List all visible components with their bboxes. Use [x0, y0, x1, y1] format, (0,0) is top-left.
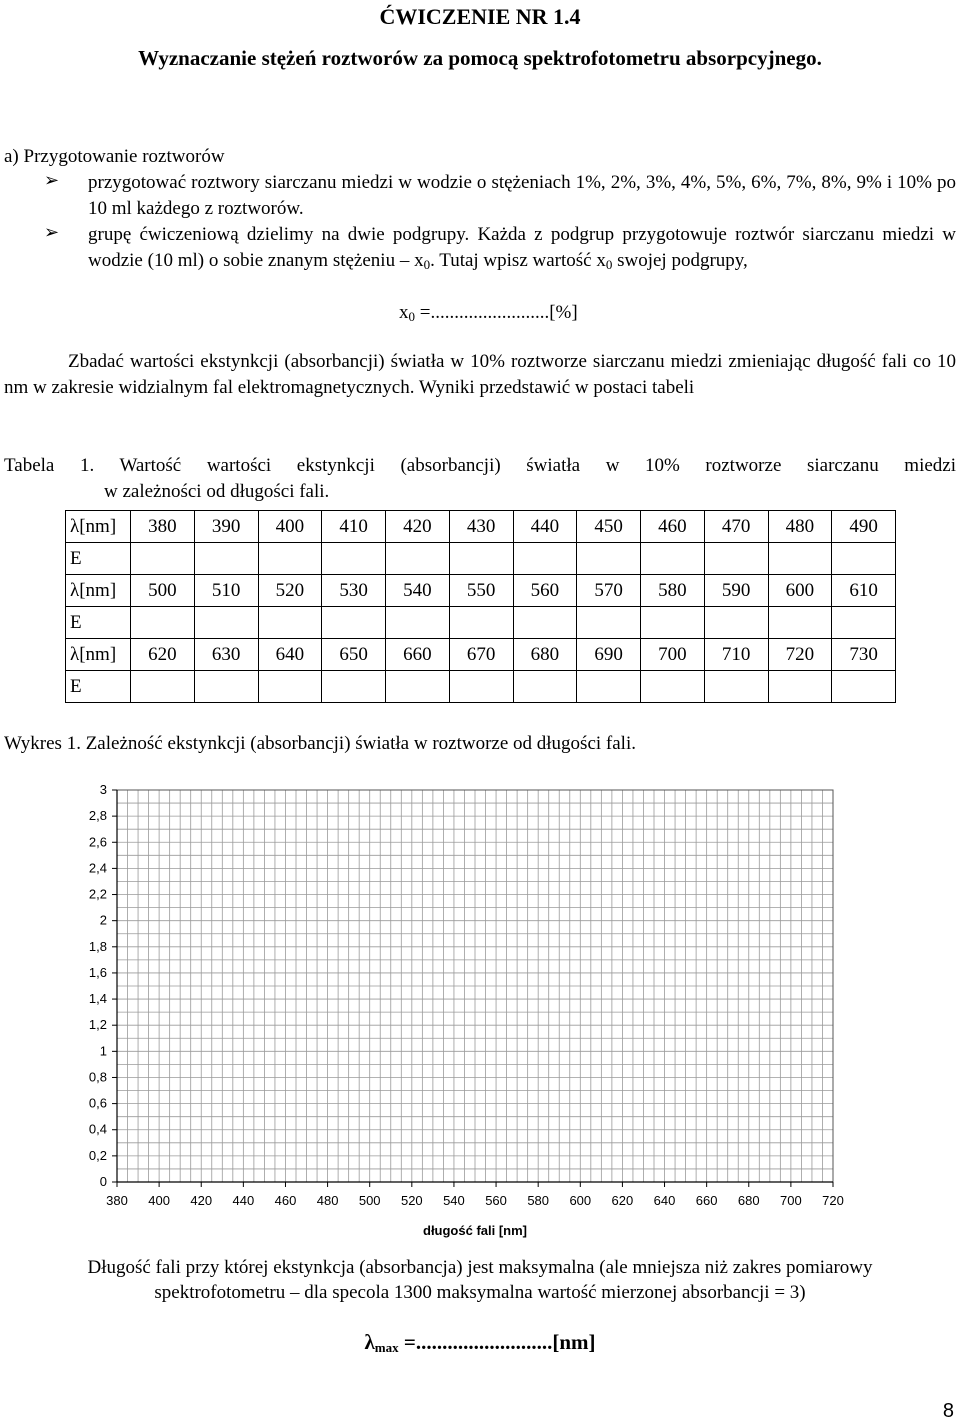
x-tick-label: 560 [485, 1193, 507, 1208]
wavelength-cell: 660 [386, 639, 450, 671]
wavelength-cell: 460 [641, 511, 705, 543]
y-tick-label: 2,8 [88, 808, 107, 824]
extinction-input-cell[interactable] [322, 543, 386, 575]
extinction-input-cell[interactable] [258, 607, 322, 639]
y-tick-label: 0,8 [88, 1069, 107, 1085]
wavelength-cell: 400 [258, 511, 322, 543]
extinction-input-cell[interactable] [449, 671, 513, 703]
table-row [66, 543, 896, 575]
wavelength-cell: 590 [704, 575, 768, 607]
x-tick-label: 520 [400, 1193, 423, 1208]
wavelength-cell: 680 [513, 639, 577, 671]
wavelength-cell: 570 [577, 575, 641, 607]
extinction-input-cell[interactable] [386, 543, 450, 575]
subscript-zero: 0 [423, 257, 431, 272]
x-tick-label: 580 [527, 1193, 550, 1208]
wavelength-cell: 720 [768, 639, 832, 671]
extinction-input-cell[interactable] [258, 671, 322, 703]
wavelength-cell: 730 [832, 639, 896, 671]
chart-svg [40, 770, 920, 1250]
y-tick-label: 2,6 [88, 834, 107, 850]
extinction-input-cell[interactable] [577, 671, 641, 703]
x-tick-label: 400 [148, 1193, 170, 1208]
wavelength-cell: 560 [513, 575, 577, 607]
lambda-label-cell: λ[nm] [66, 575, 131, 607]
x0-prefix: x [399, 302, 409, 323]
bullet-text-1: przygotować roztwory siarczanu miedzi w wodzie o stężeniach 1%, 2%, 3%, 4%, 5%, 6%, 7%, 8%, 9% i 10% po 10 ml każdego z roztworów. [88, 172, 956, 219]
extinction-input-cell[interactable] [704, 607, 768, 639]
page-subtitle: Wyznaczanie stężeń roztworów za pomocą spektrofotometru absorpcyjnego. [138, 46, 822, 70]
extinction-input-cell[interactable] [131, 671, 195, 703]
y-tick-label: 1,8 [88, 938, 107, 954]
data-table [65, 510, 896, 703]
extinction-input-cell[interactable] [322, 671, 386, 703]
y-tick-label: 0 [99, 1174, 107, 1189]
wavelength-cell: 640 [258, 639, 322, 671]
wavelength-cell: 550 [449, 575, 513, 607]
x-tick-label: 720 [822, 1193, 844, 1208]
e-label-cell: E [66, 543, 131, 575]
extinction-input-cell[interactable] [768, 671, 832, 703]
footer-line2: spektrofotometru – dla specola 1300 maksymalna wartość mierzonej absorbancji = 3) [154, 1282, 806, 1303]
wavelength-cell: 390 [194, 511, 258, 543]
x-tick-label: 500 [358, 1193, 381, 1208]
extinction-input-cell[interactable] [768, 543, 832, 575]
table-caption-line1: Tabela 1. Wartość wartości ekstynkcji (absorbancji) światła w 10% roztworze siarczanu miedzi [4, 455, 956, 476]
wavelength-cell: 580 [641, 575, 705, 607]
subscript-zero: 0 [408, 309, 415, 324]
arrow-bullet-icon: ➢ [44, 170, 60, 191]
table-row [66, 575, 896, 607]
wavelength-cell: 540 [386, 575, 450, 607]
y-tick-label: 3 [99, 782, 107, 797]
y-tick-label: 2,2 [88, 886, 107, 902]
extinction-input-cell[interactable] [832, 543, 896, 575]
extinction-input-cell[interactable] [513, 671, 577, 703]
y-tick-label: 0,4 [88, 1121, 107, 1137]
y-tick-label: 2,4 [88, 860, 107, 876]
extinction-input-cell[interactable] [513, 607, 577, 639]
lambda-subscript: max [374, 1340, 399, 1355]
wavelength-cell: 620 [131, 639, 195, 671]
bullet-text-2 [88, 222, 956, 274]
table-row [66, 511, 896, 543]
y-tick-label: 2 [99, 912, 107, 928]
lambda-symbol: λ [364, 1330, 375, 1354]
x0-suffix: =.........................[%] [415, 302, 578, 323]
extinction-input-cell[interactable] [832, 607, 896, 639]
lambda-max-suffix: =..........................[nm] [398, 1330, 596, 1354]
wavelength-cell: 690 [577, 639, 641, 671]
arrow-bullet-icon: ➢ [44, 222, 60, 243]
wavelength-cell: 710 [704, 639, 768, 671]
bullet2-part-a: grupę ćwiczeniową dzielimy na dwie podgrupy. Każda z podgrup przygotowuje roztwór siarczanu miedzi w wodzie (10 ml) o sobie znanym stężeniu – x [88, 224, 956, 271]
extinction-input-cell[interactable] [322, 607, 386, 639]
table-row [66, 639, 896, 671]
chart-caption: Wykres 1. Zależność ekstynkcji (absorbancji) światła w roztworze od długości fali. [4, 733, 636, 754]
wavelength-cell: 610 [832, 575, 896, 607]
e-label-cell: E [66, 607, 131, 639]
wavelength-cell: 650 [322, 639, 386, 671]
y-tick-label: 0,6 [88, 1095, 107, 1111]
x-tick-label: 660 [695, 1193, 718, 1208]
extinction-input-cell[interactable] [449, 607, 513, 639]
extinction-input-cell[interactable] [577, 607, 641, 639]
lambda-label-cell: λ[nm] [66, 639, 131, 671]
extinction-input-cell[interactable] [194, 543, 258, 575]
footer-line1: Długość fali przy której ekstynkcja (absorbancja) jest maksymalna (ale mniejsza niż zakres pomiarowy [87, 1257, 873, 1278]
wavelength-cell: 520 [258, 575, 322, 607]
e-label-cell: E [66, 671, 131, 703]
wavelength-cell: 470 [704, 511, 768, 543]
wavelength-cell: 630 [194, 639, 258, 671]
x-tick-label: 480 [316, 1193, 339, 1208]
x-tick-label: 600 [569, 1193, 592, 1208]
x-tick-label: 420 [190, 1193, 213, 1208]
x-tick-label: 620 [611, 1193, 634, 1208]
extinction-input-cell[interactable] [768, 607, 832, 639]
table-row [66, 607, 896, 639]
wavelength-cell: 450 [577, 511, 641, 543]
extinction-input-cell[interactable] [832, 671, 896, 703]
section-heading: a) Przygotowanie roztworów [4, 146, 225, 167]
extinction-input-cell[interactable] [131, 607, 195, 639]
wavelength-cell: 380 [131, 511, 195, 543]
extinction-input-cell[interactable] [449, 543, 513, 575]
lambda-label-cell: λ[nm] [66, 511, 131, 543]
extinction-input-cell[interactable] [194, 607, 258, 639]
wavelength-cell: 500 [131, 575, 195, 607]
y-tick-label: 1,2 [88, 1017, 107, 1033]
bullet2-part-b: . Tutaj wpisz wartość x [430, 250, 606, 271]
page-number: 8 [942, 1400, 954, 1422]
x-axis-label: długość fali [nm] [423, 1223, 527, 1238]
chart [40, 770, 920, 1250]
extinction-input-cell[interactable] [641, 543, 705, 575]
extinction-input-cell[interactable] [704, 671, 768, 703]
wavelength-cell: 700 [641, 639, 705, 671]
x-tick-label: 440 [232, 1193, 255, 1208]
wavelength-cell: 490 [832, 511, 896, 543]
bullet2-part-c: swojej podgrupy, [612, 250, 748, 271]
table-caption-line2: w zależności od długości fali. [104, 481, 330, 502]
instruction-paragraph: Zbadać wartości ekstynkcji (absorbancji) światła w 10% roztworze siarczanu miedzi zmieniając długość fali co 10 nm w zakresie widzialnym fal elektromagnetycznych. Wyniki przedstawić w postaci tabeli [4, 351, 956, 398]
wavelength-cell: 670 [449, 639, 513, 671]
extinction-input-cell[interactable] [386, 671, 450, 703]
extinction-input-cell[interactable] [513, 543, 577, 575]
extinction-input-cell[interactable] [386, 607, 450, 639]
extinction-input-cell[interactable] [131, 543, 195, 575]
extinction-input-cell[interactable] [641, 607, 705, 639]
extinction-input-cell[interactable] [577, 543, 641, 575]
wavelength-cell: 420 [386, 511, 450, 543]
wavelength-cell: 480 [768, 511, 832, 543]
wavelength-cell: 530 [322, 575, 386, 607]
y-tick-label: 1,4 [88, 991, 107, 1007]
wavelength-cell: 430 [449, 511, 513, 543]
x-tick-label: 640 [653, 1193, 676, 1208]
extinction-input-cell[interactable] [258, 543, 322, 575]
extinction-input-cell[interactable] [641, 671, 705, 703]
x-tick-label: 680 [737, 1193, 760, 1208]
x-tick-label: 380 [106, 1193, 128, 1208]
x-tick-label: 700 [780, 1193, 802, 1208]
y-tick-label: 1 [99, 1043, 107, 1059]
wavelength-cell: 510 [194, 575, 258, 607]
y-tick-label: 0,2 [88, 1147, 107, 1163]
x-tick-label: 460 [274, 1193, 297, 1208]
subscript-zero: 0 [605, 257, 613, 272]
lambda-max-field [0, 1330, 960, 1355]
page-title: ĆWICZENIE NR 1.4 [379, 4, 581, 29]
wavelength-cell: 600 [768, 575, 832, 607]
x0-field [399, 300, 578, 326]
y-tick-label: 1,6 [88, 964, 107, 980]
wavelength-cell: 410 [322, 511, 386, 543]
wavelength-cell: 440 [513, 511, 577, 543]
extinction-input-cell[interactable] [704, 543, 768, 575]
x-tick-label: 540 [443, 1193, 465, 1208]
table-row [66, 671, 896, 703]
extinction-input-cell[interactable] [194, 671, 258, 703]
